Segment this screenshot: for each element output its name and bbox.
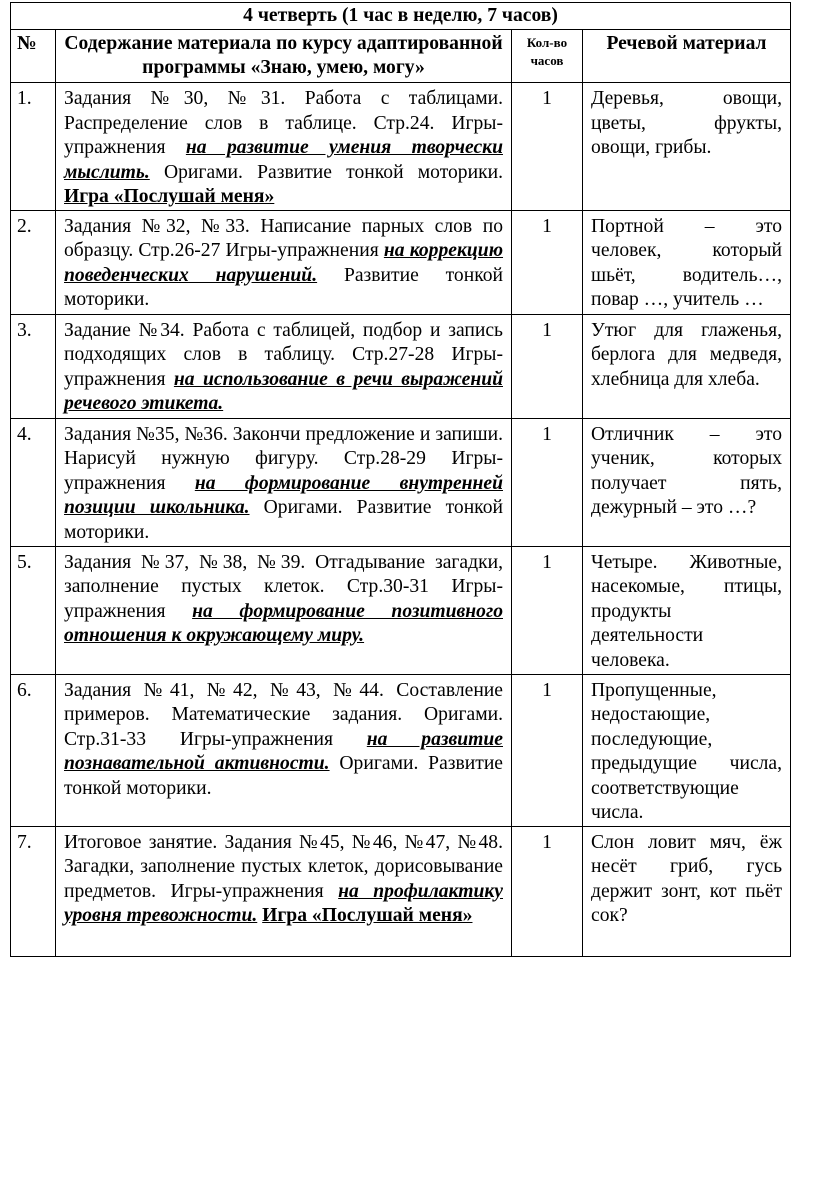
row-speech-material: Пропущенные, недостающие, последующие, предыдущие числа, соответствующие числа. xyxy=(583,674,791,826)
content-text: Задание №34. Работа с таблицей, подбор и запись подходящих слов в таблицу. Стр.27-28 Игры-упражнения xyxy=(64,319,503,390)
content-tail: Оригами. Развитие тонкой моторики. xyxy=(149,161,503,183)
row-number: 5. xyxy=(11,546,56,674)
content-text: Итоговое занятие. Задания №45, №46, №47, №48. Загадки, заполнение пустых клеток, дорисовывание предметов. Игры-упражнения xyxy=(64,831,503,902)
row-number: 6. xyxy=(11,674,56,826)
row-hours: 1 xyxy=(512,674,583,826)
row-number: 7. xyxy=(11,826,56,956)
row-content xyxy=(56,314,512,418)
content-tail: Развитие тонкой моторики. xyxy=(64,264,504,310)
row-speech-material: Портной – это человек, который шьёт, водитель…, повар …, учитель … xyxy=(583,210,791,314)
row-hours: 1 xyxy=(512,314,583,418)
row-number: 1. xyxy=(11,83,56,211)
content-game: Игра «Послушай меня» xyxy=(64,186,275,207)
content-goal: на развитие умения творчески мыслить. xyxy=(64,137,503,183)
content-goal: на профилактику уровня тревожности. xyxy=(64,880,503,926)
row-hours: 1 xyxy=(512,83,583,211)
header-hours: Кол-во часов xyxy=(512,30,583,83)
content-goal: на формирование внутренней позиции школьника. xyxy=(64,472,503,518)
row-content xyxy=(56,826,512,956)
table-row xyxy=(11,674,791,826)
table-row xyxy=(11,314,791,418)
content-goal: на использование в речи выражений речевого этикета. xyxy=(64,368,503,414)
row-number: 2. xyxy=(11,210,56,314)
content-game: Игра «Послушай меня» xyxy=(262,905,473,926)
table-row xyxy=(11,418,791,546)
row-hours: 1 xyxy=(512,546,583,674)
table-title: 4 четверть (1 час в неделю, 7 часов) xyxy=(11,3,791,30)
header-content: Содержание материала по курсу адаптированной программы «Знаю, умею, могу» xyxy=(56,30,512,83)
table-row xyxy=(11,826,791,956)
content-text: Задания №32, №33. Написание парных слов по образцу. Стр.26-27 Игры-упражнения xyxy=(64,215,503,261)
row-content xyxy=(56,83,512,211)
content-text: Задания №35, №36. Закончи предложение и запиши. Нарисуй нужную фигуру. Стр.28-29 Игры-упражнения xyxy=(64,423,503,494)
row-content xyxy=(56,546,512,674)
header-speech: Речевой материал xyxy=(583,30,791,83)
content-goal: на развитие познавательной активности. xyxy=(64,728,503,774)
row-speech-material: Деревья, овощи, цветы, фрукты, овощи, грибы. xyxy=(583,83,791,211)
row-content xyxy=(56,418,512,546)
content-text: Задания №30, №31. Работа с таблицами. Распределение слов в таблице. Стр.24. Игры-упражнения xyxy=(64,88,503,158)
content-text: Задания №37, №38, №39. Отгадывание загадки, заполнение пустых клеток. Стр.30-31 Игры-упражнения xyxy=(64,551,503,622)
row-speech-material: Слон ловит мяч, ёж несёт гриб, гусь держит зонт, кот пьёт сок? xyxy=(583,826,791,956)
header-number: № xyxy=(11,30,56,83)
row-content xyxy=(56,210,512,314)
table-row xyxy=(11,210,791,314)
row-hours: 1 xyxy=(512,418,583,546)
row-number: 3. xyxy=(11,314,56,418)
content-goal: на формирование позитивного отношения к окружающему миру. xyxy=(64,600,503,646)
curriculum-table xyxy=(10,2,791,957)
table-row xyxy=(11,546,791,674)
row-number: 4. xyxy=(11,418,56,546)
table-row xyxy=(11,83,791,211)
row-content xyxy=(56,674,512,826)
row-speech-material: Четыре. Животные, насекомые, птицы, продукты деятельности человека. xyxy=(583,546,791,674)
content-text: Задания №41, №42, №43, №44. Составление примеров. Математические задания. Оригами. Стр.31-33 Игры-упражнения xyxy=(64,679,503,750)
header-row xyxy=(11,30,791,83)
content-goal: на коррекцию поведенческих нарушений. xyxy=(64,240,504,286)
row-speech-material: Утюг для глаженья, берлога для медведя, хлебница для хлеба. xyxy=(583,314,791,418)
row-speech-material: Отличник – это ученик, которых получает пять, дежурный – это …? xyxy=(583,418,791,546)
content-tail: Оригами. Развитие тонкой моторики. xyxy=(64,497,503,543)
row-hours: 1 xyxy=(512,826,583,956)
row-hours: 1 xyxy=(512,210,583,314)
title-row xyxy=(11,3,791,30)
content-tail: Оригами. Развитие тонкой моторики. xyxy=(64,753,503,799)
